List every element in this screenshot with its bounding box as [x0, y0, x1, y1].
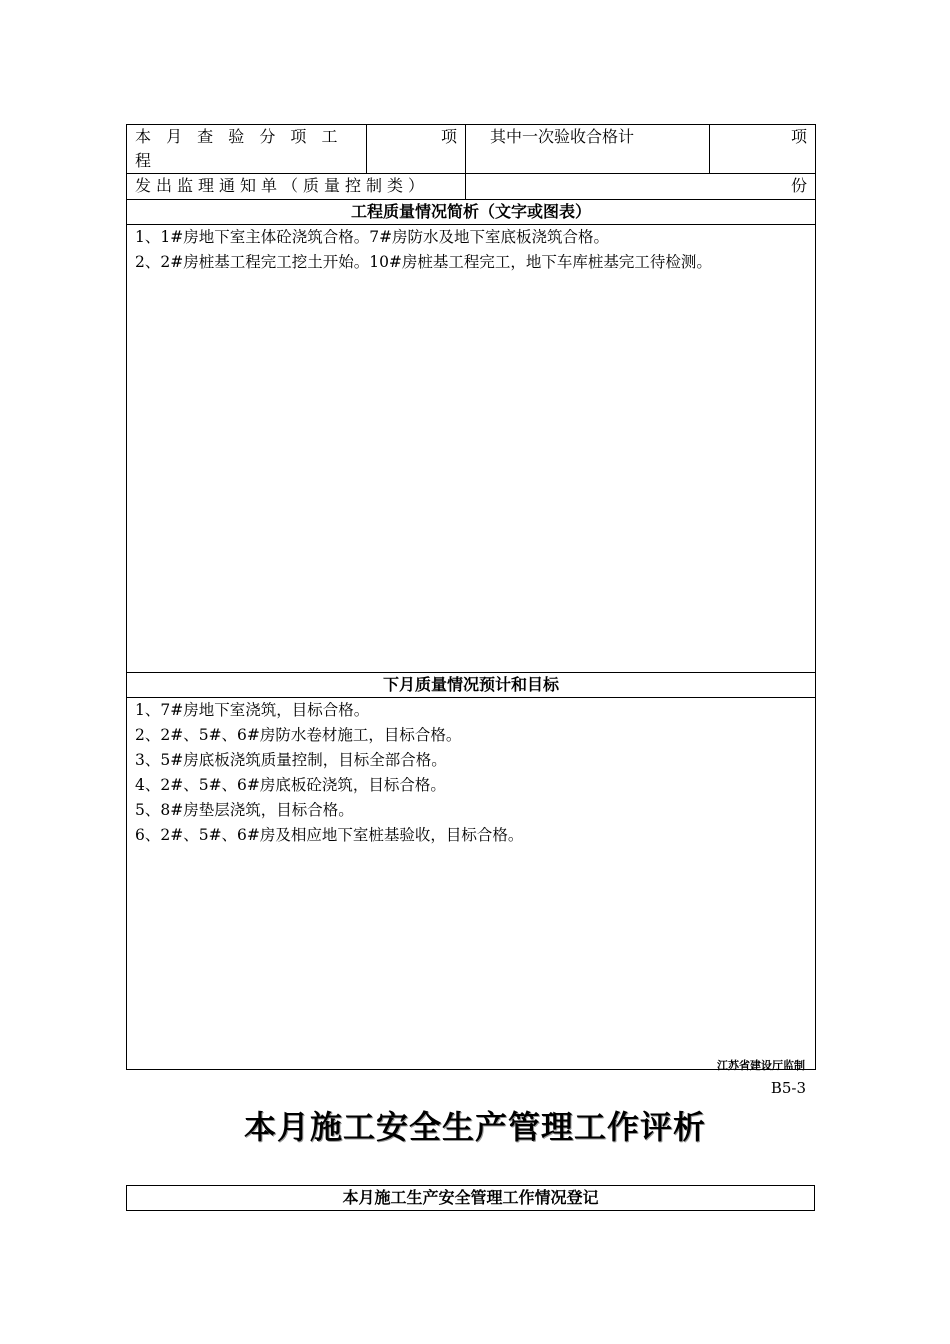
notice-unit: 份 [466, 174, 816, 200]
quality-summary-line: 1、1#房地下室主体砼浇筑合格。7#房防水及地下室底板浇筑合格。 [135, 228, 610, 246]
next-month-line: 3、5#房底板浇筑质量控制，目标全部合格。 [135, 751, 447, 769]
next-month-content [127, 698, 816, 1070]
next-month-header: 下月质量情况预计和目标 [127, 673, 816, 698]
next-month-line: 5、8#房垫层浇筑，目标合格。 [135, 801, 354, 819]
quality-summary-line: 2、2#房桩基工程完工挖土开始。10#房桩基工程完工，地下车库桩基完工待检测。 [135, 253, 712, 271]
inspected-items-label: 本 月 查 验 分 项 工 程 [127, 125, 367, 174]
issuer-note: 江苏省建设厅监制 [717, 1059, 805, 1072]
quality-table [126, 124, 816, 1070]
first-pass-unit: 项 [710, 125, 816, 174]
next-month-line: 2、2#、5#、6#房防水卷材施工，目标合格。 [135, 726, 462, 744]
quality-summary-content [127, 225, 816, 673]
section-title: 本月施工安全生产管理工作评析 [243, 1108, 706, 1146]
next-month-line: 1、7#房地下室浇筑，目标合格。 [135, 701, 370, 719]
next-month-line: 4、2#、5#、6#房底板砼浇筑，目标合格。 [135, 776, 446, 794]
safety-table-header: 本月施工生产安全管理工作情况登记 [127, 1186, 815, 1211]
first-pass-label: 其中一次验收合格计 [466, 125, 710, 174]
next-month-line: 6、2#、5#、6#房及相应地下室桩基验收，目标合格。 [135, 826, 524, 844]
quality-summary-header: 工程质量情况简析（文字或图表） [127, 200, 816, 225]
safety-table [126, 1185, 815, 1211]
notice-label: 发出监理通知单（质量控制类） [127, 174, 466, 200]
inspected-items-unit: 项 [367, 125, 466, 174]
form-code: B5-3 [770, 1079, 806, 1097]
